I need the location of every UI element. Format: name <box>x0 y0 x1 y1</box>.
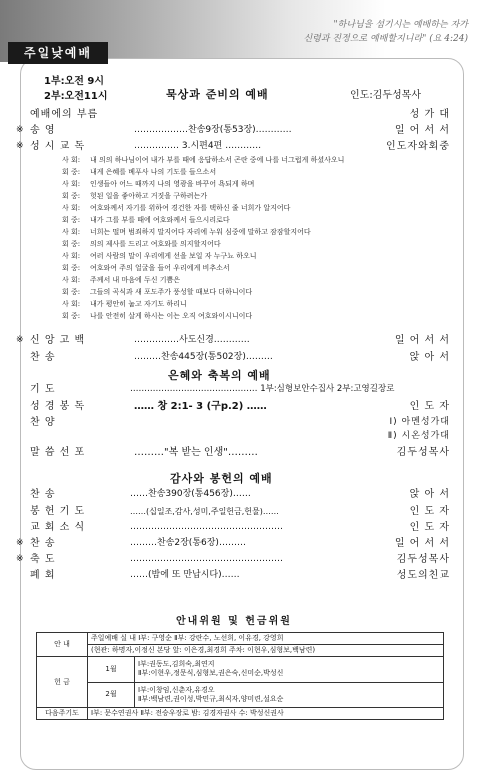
order-leader: 앉 아 서 <box>409 352 450 363</box>
order-closing <box>30 569 450 582</box>
order-detail: ………………찬송9장(통53장)………… <box>134 125 292 135</box>
order-name: 찬 송 <box>30 538 56 549</box>
section-title-thanks: 감사와 봉헌의 예배 <box>170 472 273 485</box>
order-responsive-reading <box>16 140 450 153</box>
responsive-line: 회 중: 내게 은혜를 베푸사 나의 기도를 들으소서 <box>62 168 217 176</box>
order-name: 찬 송 <box>30 352 56 363</box>
order-detail: ………찬송2장(통6장)……… <box>130 538 246 548</box>
section-title-preparation: 묵상과 준비의 예배 <box>166 88 269 101</box>
order-anthem-2 <box>30 430 450 443</box>
order-name: 축 도 <box>30 554 56 565</box>
order-name: 성 시 교 독 <box>30 141 86 152</box>
table-row <box>37 645 444 657</box>
offering-names-line: Ⅰ부:권동도,김희숙,최연지 <box>138 660 215 669</box>
standing-mark: ※ <box>16 125 24 135</box>
announcement-table <box>36 632 444 720</box>
order-detail: …………… 3.시편4편 ………… <box>134 141 262 151</box>
order-name: 송 영 <box>30 125 56 136</box>
order-hymn-2 <box>30 488 450 501</box>
responsive-line: 회 중: 의의 제사를 드리고 여호와를 의지할지어다 <box>62 240 221 248</box>
sermon-title: ………"복 받는 인생"……… <box>134 447 258 458</box>
order-choir-1: Ⅰ) 아멘성가대 <box>389 417 450 427</box>
verse-line-1: "하나님을 섬기시는 예배하는 자가 <box>333 20 468 30</box>
table-row <box>37 657 444 683</box>
offering-week-2: 2월 <box>88 682 135 708</box>
offering-week-1-names <box>135 657 444 683</box>
responsive-line: 회 중: 나를 안전히 살게 하시는 이는 오직 여호와이시니이다 <box>62 312 253 320</box>
table-row <box>37 682 444 708</box>
order-name: 말 씀 선 포 <box>30 447 86 458</box>
order-hymn-3 <box>16 537 450 550</box>
responsive-line: 회 중: 헛된 일을 좋아하고 거짓을 구하려는가 <box>62 192 208 200</box>
order-detail: ……찬송390장(통456장)…… <box>130 489 251 499</box>
order-sermon <box>30 446 450 459</box>
order-name: 신 앙 고 백 <box>30 335 86 346</box>
header-verse <box>238 18 468 46</box>
order-prayer <box>30 383 450 396</box>
order-leader: 인 도 자 <box>409 401 450 412</box>
order-detail: ……(밤에 또 만납시다)…… <box>130 570 240 580</box>
offering-week-1: 1월 <box>88 657 135 683</box>
order-detail: …………………………………………… <box>130 522 283 532</box>
responsive-line: 사 회: 내가 평안히 눕고 자기도 하리니 <box>62 300 187 308</box>
order-name: 찬 송 <box>30 489 56 500</box>
order-leader: 김두성목사 <box>396 447 450 458</box>
order-creed <box>16 334 450 347</box>
section-title-grace: 은혜와 축복의 예배 <box>168 369 271 382</box>
order-leader: 성도의친교 <box>396 570 450 581</box>
table-row <box>37 633 444 645</box>
order-leader: 일 어 서 서 <box>394 125 450 136</box>
service-time-first: 1부:오전 9시 <box>44 76 105 87</box>
responsive-line: 사 회: 여호와께서 자기를 위하여 경건한 자를 택하신 줄 너희가 알지어다 <box>62 204 291 212</box>
order-benediction <box>16 553 450 566</box>
offering-label: 헌 금 <box>37 657 88 708</box>
responsive-line: 사 회: 인생들아 어느 때까지 나의 영광을 바꾸어 욕되게 하며 <box>62 180 255 188</box>
order-anthem <box>30 416 450 429</box>
order-scripture-reading <box>30 400 450 413</box>
order-detail: ……………사도신경………… <box>134 335 250 345</box>
order-leader: 인 도 자 <box>409 522 450 533</box>
next-prayer-text: Ⅰ부: 문수연권사 Ⅱ부: 전승우장로 밤: 김경자권사 수: 박성신권사 <box>88 708 444 720</box>
guide-line-2: (현관: 하명자,이정신 본당 앞: 이은경,최경희 주차: 이현우,심형보,백남련) <box>88 645 444 657</box>
service-time-second: 2부:오전11시 <box>44 91 108 102</box>
order-offering-prayer <box>30 505 450 518</box>
order-name: 성 경 봉 독 <box>30 401 86 412</box>
order-church-news <box>30 521 450 534</box>
order-detail: ……………………………………… 1부:심형보안수집사 2부:고영길장로 <box>130 384 395 394</box>
next-prayer-label: 다음주기도 <box>37 708 88 720</box>
order-detail: ……(십일조,감사,성미,주일헌금,헌물)…… <box>130 507 279 516</box>
order-call-to-worship <box>30 108 450 121</box>
standing-mark: ※ <box>16 335 24 345</box>
order-leader: 성 가 대 <box>409 109 450 120</box>
order-leader: 앉 아 서 <box>409 489 450 500</box>
responsive-line: 사 회: 여러 사람의 말이 우리에게 선을 보일 자 누구뇨 하오니 <box>62 252 257 260</box>
order-detail: …………………………………………… <box>130 554 283 564</box>
responsive-line: 사 회: 주께서 내 마음에 두신 기쁨은 <box>62 276 181 284</box>
offering-week-2-names <box>135 682 444 708</box>
responsive-line: 사 회: 너희는 떨며 범죄하지 말지어다 자리에 누워 심중에 말하고 잠잠할지어다 <box>62 228 311 236</box>
order-name: 폐 회 <box>30 570 56 581</box>
responsive-line: 회 중: 내가 그를 부를 때에 여호와께서 들으시리로다 <box>62 216 230 224</box>
offering-names-line: Ⅱ부:백남련,권이성,박민규,최식자,양미련,설요순 <box>138 694 284 703</box>
standing-mark: ※ <box>16 141 24 151</box>
offering-names-line: Ⅰ부:이창임,신춘자,유경오 <box>138 685 215 694</box>
order-name: 예배에의 부름 <box>30 109 99 120</box>
order-choir-2: Ⅱ) 시온성가대 <box>387 431 450 441</box>
order-name: 기 도 <box>30 384 56 395</box>
responsive-line: 회 중: 여호와여 주의 얼굴을 들어 우리에게 비추소서 <box>62 264 230 272</box>
order-leader: 김두성목사 <box>396 554 450 565</box>
responsive-line: 회 중: 그들의 곡식과 새 포도주가 풍성할 때보다 더하니이다 <box>62 288 253 296</box>
order-doxology <box>16 124 450 137</box>
standing-mark: ※ <box>16 538 24 548</box>
order-leader: 일 어 서 서 <box>394 335 450 346</box>
presider: 인도:김두성목사 <box>350 90 421 101</box>
guide-label: 안 내 <box>37 633 88 657</box>
offering-names-line: Ⅱ부:이현우,정문식,심형보,권은숙,신미순,박성신 <box>138 669 284 678</box>
order-name: 봉 헌 기 도 <box>30 506 86 517</box>
table-row <box>37 708 444 720</box>
announcement-title: 안내위원 및 헌금위원 <box>176 616 292 627</box>
order-leader: 인도자와회중 <box>386 141 450 152</box>
responsive-line: 사 회: 내 의의 하나님이여 내가 부를 때에 응답하소서 곤란 중에 나를 너그럽게 하셨사오니 <box>62 156 345 164</box>
service-tab: 주일낮예배 <box>8 42 108 64</box>
guide-line-1: 주일예배 실 내 Ⅰ부: 구영순 Ⅱ부: 강란수, 노선희, 이유경, 강영희 <box>88 633 444 645</box>
standing-mark: ※ <box>16 554 24 564</box>
order-detail: …… 창 2:1- 3 (구p.2) …… <box>134 401 267 412</box>
order-detail: ………찬송445장(통502장)……… <box>134 352 273 362</box>
order-name: 찬 양 <box>30 417 56 428</box>
order-name: 교 회 소 식 <box>30 522 86 533</box>
order-hymn-1 <box>30 351 450 364</box>
order-leader: 일 어 서 서 <box>394 538 450 549</box>
order-leader: 인 도 자 <box>409 506 450 517</box>
verse-line-2: 신령과 진정으로 예배할지니라" (요 4:24) <box>303 34 468 44</box>
